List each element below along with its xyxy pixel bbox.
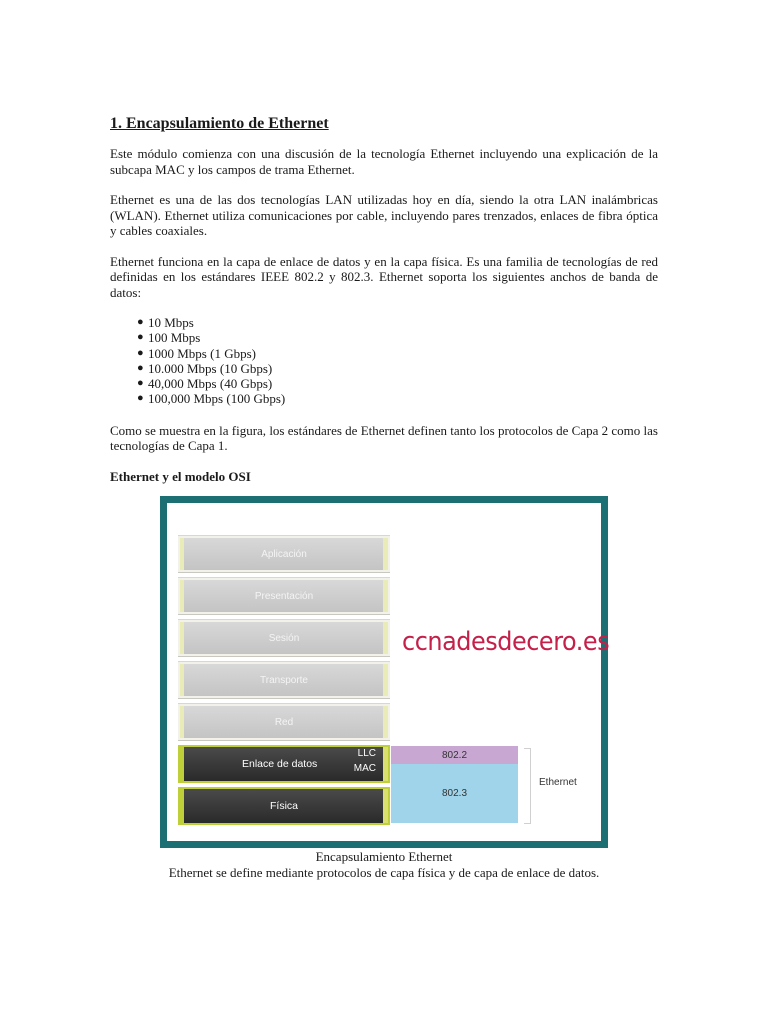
list-item: ● 10 Mbps <box>137 315 194 330</box>
paragraph-layers: Ethernet funciona en la capa de enlace de datos y en la capa física. Es una familia de tecnologías de red definidas en los estándares IEEE 802.2 y 802.3. Ethernet soporta los siguientes anchos de banda de datos: <box>110 253 658 300</box>
bandwidth-list <box>110 315 658 407</box>
figure-caption-text: Ethernet se define mediante protocolos de capa física y de capa de enlace de datos. <box>168 865 600 880</box>
sublayer-llc: LLC <box>357 748 376 759</box>
bullet-icon: ● <box>137 377 144 390</box>
osi-figure <box>160 496 608 848</box>
layer-fisica: Física <box>178 787 390 825</box>
site-logo: ccnadesdecero.es <box>402 627 610 657</box>
bullet-icon: ● <box>137 392 144 405</box>
list-item: ● 1000 Mbps (1 Gbps) <box>137 345 256 361</box>
ethernet-bracket <box>524 748 531 824</box>
paragraph-lan: Ethernet es una de las dos tecnologías LAN utilizadas hoy en día, siendo la otra LAN inalámbricas (WLAN). Ethernet utiliza comunicaciones por cable, incluyendo pares trenzados, enlaces de fibra óptica y cables coaxiales. <box>110 192 658 238</box>
bullet-icon: ● <box>137 331 144 344</box>
layer-red: Red <box>178 703 390 741</box>
paragraph-intro: Este módulo comienza con una discusión de la tecnología Ethernet incluyendo una explicación de la subcapa MAC y los campos de trama Ethernet. <box>110 146 658 177</box>
bullet-icon: ● <box>137 346 144 359</box>
paragraph-standards: Como se muestra en la figura, los estándares de Ethernet definen tanto los protocolos de Capa 2 como las tecnologías de Capa 1. <box>110 422 658 454</box>
list-item: ● 40,000 Mbps (40 Gbps) <box>137 376 273 392</box>
figure-caption-title: Encapsulamiento Ethernet <box>315 849 453 864</box>
subheading: Ethernet y el modelo OSI <box>110 468 251 484</box>
layer-transporte: Transporte <box>178 661 390 699</box>
list-item: ● 10.000 Mbps (10 Gbps) <box>137 360 273 376</box>
document-body <box>110 114 658 485</box>
list-item: ● 100,000 Mbps (100 Gbps) <box>137 391 286 407</box>
layer-enlace-de-datos <box>178 745 390 783</box>
layer-presentacion: Presentación <box>178 577 390 615</box>
layer-label: Enlace de datos <box>242 758 318 770</box>
layer-sesion: Sesión <box>178 619 390 657</box>
bullet-icon: ● <box>137 361 144 374</box>
layer-aplicacion: Aplicación <box>178 535 390 573</box>
list-item: ● 100 Mbps <box>137 330 201 346</box>
standard-802-2: 802.2 <box>391 746 518 764</box>
ethernet-label: Ethernet <box>539 777 577 788</box>
bullet-icon: ● <box>137 316 144 328</box>
standard-802-3: 802.3 <box>391 764 518 823</box>
section-title: 1. Encapsulamiento de Ethernet <box>110 115 329 132</box>
sublayer-mac: MAC <box>353 763 376 774</box>
